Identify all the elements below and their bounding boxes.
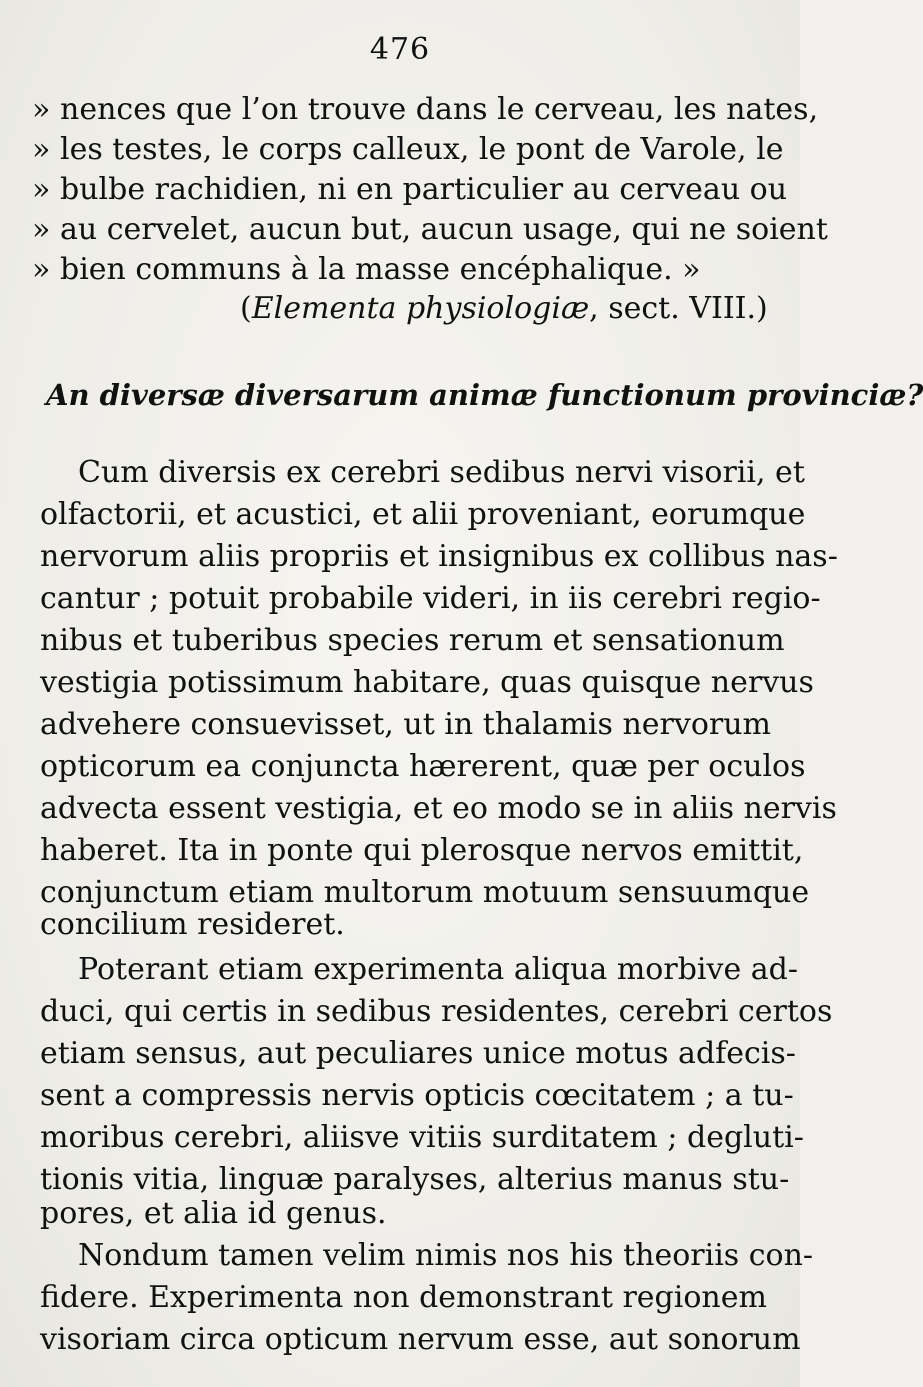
paragraph-line: visoriam circa opticum nervum esse, aut sonorum (40, 1322, 801, 1357)
quote-mark: » (32, 252, 51, 287)
citation-rest: , sect. VIII.) (589, 291, 768, 326)
quote-text: nences que l’on trouve dans le cerveau, les nates, (60, 92, 819, 127)
section-heading: An diversæ diversarum animæ functionum provinciæ? (46, 378, 923, 412)
paragraph-line: Poterant etiam experimenta aliqua morbive ad- (78, 952, 798, 987)
citation (240, 289, 768, 329)
citation-title: Elementa physiologiæ (251, 291, 590, 326)
paragraph-line: haberet. Ita in ponte qui plerosque nervos emittit, (40, 833, 804, 868)
quote-line (32, 250, 762, 290)
paragraph-line: opticorum ea conjuncta hærerent, quæ per oculos (40, 749, 806, 784)
quote-text: au cervelet, aucun but, aucun usage, qui ne soient (60, 212, 828, 247)
quote-line (32, 210, 828, 250)
paragraph-line: fidere. Experimenta non demonstrant regionem (40, 1280, 767, 1315)
quote-mark: » (32, 212, 51, 247)
paragraph-line: pores, et alia id genus. (40, 1196, 387, 1231)
paragraph-line: advehere consuevisset, ut in thalamis nervorum (40, 707, 771, 742)
paragraph-line: sent a compressis nervis opticis cœcitatem ; a tu- (40, 1078, 794, 1113)
paragraph-line: Nondum tamen velim nimis nos his theoriis con- (78, 1238, 814, 1273)
citation-open: ( (240, 291, 252, 326)
paragraph-line: Cum diversis ex cerebri sedibus nervi visorii, et (78, 455, 805, 490)
quote-mark: » (32, 92, 51, 127)
paragraph-line: moribus cerebri, aliisve vitiis surditatem ; degluti- (40, 1120, 804, 1155)
paragraph-line: conjunctum etiam multorum motuum sensuumque (40, 875, 810, 910)
paragraph-line: cantur ; potuit probabile videri, in iis cerebri regio- (40, 581, 821, 616)
page-number: 476 (369, 32, 431, 67)
quote-text: bien communs à la masse encéphalique. » (60, 252, 701, 287)
paragraph-line: etiam sensus, aut peculiares unice motus adfecis- (40, 1036, 796, 1071)
quote-text: bulbe rachidien, ni en particulier au cerveau ou (60, 172, 788, 207)
quote-mark: » (32, 132, 51, 167)
paragraph-line: nervorum aliis propriis et insignibus ex collibus nas- (40, 539, 838, 574)
paragraph-line: advecta essent vestigia, et eo modo se in aliis nervis (40, 791, 837, 826)
paragraph-line: nibus et tuberibus species rerum et sensationum (40, 623, 785, 658)
paragraph-line: tionis vitia, linguæ paralyses, alterius manus stu- (40, 1162, 790, 1197)
paragraph-line: concilium resideret. (40, 907, 345, 942)
quote-line (32, 90, 819, 130)
paragraph-line: olfactorii, et acustici, et alii proveniant, eorumque (40, 497, 806, 532)
quote-line (32, 170, 788, 210)
paragraph-line: duci, qui certis in sedibus residentes, cerebri certos (40, 994, 833, 1029)
paragraph-line: vestigia potissimum habitare, quas quisque nervus (40, 665, 814, 700)
quote-line (32, 130, 784, 170)
quote-text: les testes, le corps calleux, le pont de Varole, le (60, 132, 784, 167)
quote-mark: » (32, 172, 51, 207)
